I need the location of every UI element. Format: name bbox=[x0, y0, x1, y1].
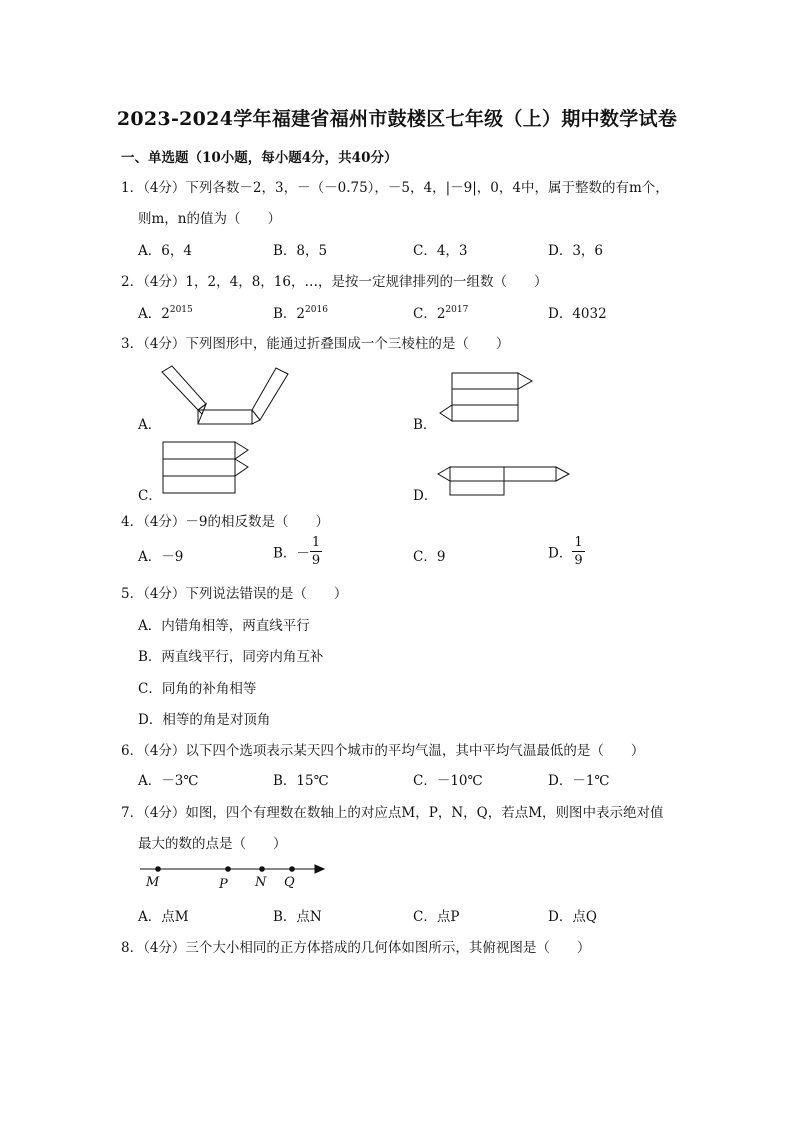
q1-option-c: C．4，3 bbox=[413, 243, 468, 259]
q2-option-a: A．$2^{2015}$ bbox=[138, 305, 193, 322]
q6-option-d: D．－1℃ bbox=[548, 773, 610, 789]
fraction-one-ninth: $\frac{1}{9}$ bbox=[311, 535, 321, 568]
point-n bbox=[260, 867, 265, 872]
q2-option-d: D．4032 bbox=[548, 306, 607, 322]
point-m bbox=[156, 867, 161, 872]
q4-option-c: C．9 bbox=[413, 549, 446, 565]
q8-line1: 8．（4分）三个大小相同的正方体搭成的几何体如图所示，其俯视图是（ ） bbox=[121, 940, 591, 956]
q5-option-a: A．内错角相等，两直线平行 bbox=[138, 618, 310, 634]
q3-figure-d bbox=[436, 464, 576, 498]
q1-option-b: B．8，5 bbox=[273, 243, 328, 259]
q7-option-d: D．点Q bbox=[548, 909, 597, 925]
q7-line1: 7．（4分）如图，四个有理数在数轴上的对应点M，P，N，Q，若点M，则图中表示绝对值 bbox=[121, 805, 664, 821]
number-line-figure bbox=[138, 860, 328, 890]
q3-figure-a bbox=[160, 362, 300, 430]
q3-label-a: A． bbox=[138, 417, 162, 433]
q3-line1: 3．（4分）下列图形中，能通过折叠围成一个三棱柱的是（ ） bbox=[121, 336, 510, 352]
q4-line1: 4．（4分）－9的相反数是（ ） bbox=[121, 514, 330, 530]
q6-option-b: B．15℃ bbox=[273, 773, 329, 789]
q7-option-a: A．点M bbox=[138, 909, 189, 925]
q5-option-b: B．两直线平行，同旁内角互补 bbox=[138, 649, 324, 665]
q1-option-d: D．3，6 bbox=[548, 243, 604, 259]
q1-option-a: A．6，4 bbox=[138, 243, 192, 259]
axis-label-q: Q bbox=[284, 875, 295, 890]
q4-option-b: B．－ $\frac{1}{9}$ bbox=[273, 535, 321, 568]
q6-line1: 6．（4分）以下四个选项表示某天四个城市的平均气温，其中平均气温最低的是（ ） bbox=[121, 743, 645, 759]
q2-line1: 2．（4分）1，2，4，8，16，…，是按一定规律排列的一组数（ ） bbox=[121, 274, 548, 290]
q7-line2: 最大的数的点是（ ） bbox=[138, 836, 287, 852]
q6-option-c: C．－10℃ bbox=[413, 773, 483, 789]
q7-option-b: B．点N bbox=[273, 909, 322, 925]
q2-option-c: C．$2^{2017}$ bbox=[413, 305, 469, 322]
q3-label-b: B． bbox=[413, 417, 437, 433]
point-p bbox=[226, 867, 231, 872]
q5-line1: 5．（4分）下列说法错误的是（ ） bbox=[121, 586, 348, 602]
q3-label-d: D． bbox=[413, 488, 438, 504]
q2-option-b: B．$2^{2016}$ bbox=[273, 305, 328, 322]
axis-label-p: P bbox=[219, 877, 228, 892]
q4-option-a: A．－9 bbox=[138, 549, 184, 565]
axis-label-n: N bbox=[255, 875, 267, 890]
q1-line1: 1．（4分）下列各数－2，3，－（－0.75），－5，4，|－9|，0，4中，属于整数的有m个， bbox=[121, 180, 669, 196]
q5-option-d: D．相等的角是对顶角 bbox=[138, 712, 271, 728]
q4-option-d: D． $\frac{1}{9}$ bbox=[548, 535, 583, 568]
fraction-one-ninth: $\frac{1}{9}$ bbox=[574, 535, 583, 568]
q3-figure-c bbox=[160, 440, 260, 496]
exam-title: 2023-2024学年福建省福州市鼓楼区七年级（上）期中数学试卷 bbox=[116, 108, 678, 130]
q1-line2: 则m，n的值为（ ） bbox=[138, 211, 281, 227]
q3-figure-b bbox=[437, 370, 537, 430]
section-heading: 一、单选题（10小题，每小题4分，共40分） bbox=[121, 150, 398, 166]
q6-option-a: A．－3℃ bbox=[138, 773, 199, 789]
q3-label-c: C． bbox=[138, 488, 162, 504]
point-q bbox=[290, 867, 295, 872]
axis-label-m: M bbox=[146, 875, 160, 890]
q5-option-c: C．同角的补角相等 bbox=[138, 681, 257, 697]
q7-option-c: C．点P bbox=[413, 909, 460, 925]
